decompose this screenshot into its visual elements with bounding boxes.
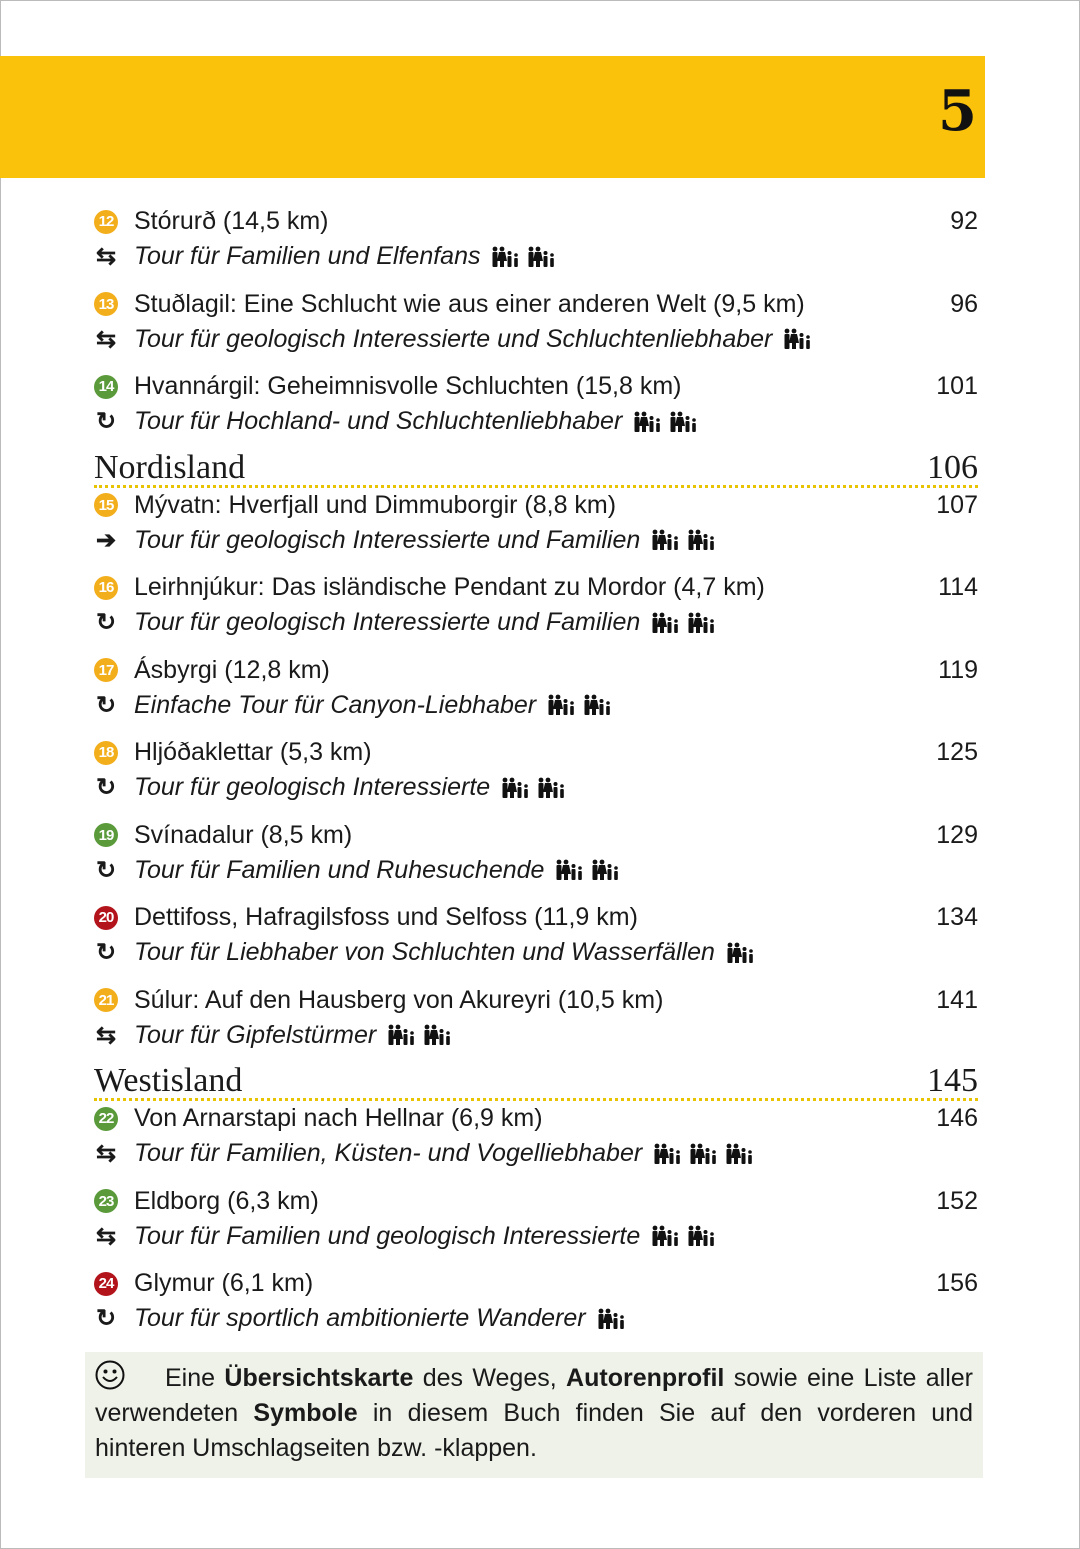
- family-icon: [490, 246, 520, 268]
- tour-number-badge: 15: [94, 493, 118, 517]
- toc-entry[interactable]: [94, 735, 978, 818]
- section-title: Nordisland: [94, 448, 246, 486]
- chapter-header-band: [0, 56, 985, 178]
- family-rating: [650, 529, 716, 551]
- tour-title: Súlur: Auf den Hausberg von Akureyri (10,5 km): [134, 985, 664, 1014]
- note-bold-symbols: Symbole: [253, 1399, 358, 1427]
- there-and-back-route-icon: ⇆: [95, 1140, 117, 1167]
- tour-number-badge: 24: [94, 1272, 118, 1296]
- note-text: Eine: [165, 1364, 225, 1392]
- family-rating: [546, 694, 612, 716]
- tour-description: Tour für Familien und geologisch Interessierte: [134, 1221, 641, 1250]
- page-number: 152: [936, 1186, 978, 1215]
- family-icon: [686, 529, 716, 551]
- tour-title: Hvannárgil: Geheimnisvolle Schluchten (15,8 km): [134, 372, 682, 400]
- toc-entry[interactable]: [94, 204, 978, 287]
- chapter-number: 5: [938, 78, 977, 144]
- loop-route-icon: ↻: [95, 609, 117, 636]
- family-rating: [650, 1225, 716, 1247]
- page-number: 129: [936, 820, 978, 849]
- loop-route-icon: ↻: [95, 408, 117, 435]
- tour-title: Leirhnjúkur: Das isländische Pendant zu Mordor (4,7 km): [134, 573, 765, 601]
- page-number: 114: [938, 573, 978, 601]
- note-bold-author: Autorenprofil: [566, 1364, 725, 1392]
- tour-description: Tour für Familien und Ruhesuchende: [134, 855, 545, 884]
- tour-title: Svínadalur (8,5 km): [134, 820, 353, 849]
- tour-number-badge: 14: [94, 375, 118, 399]
- toc-entry[interactable]: [94, 1184, 978, 1267]
- tour-description: Tour für geologisch Interessierte und Schluchtenliebhaber: [134, 324, 773, 353]
- section-heading: [94, 1062, 978, 1101]
- family-icon: [554, 859, 584, 881]
- family-rating: [490, 246, 556, 268]
- family-rating: [386, 1024, 452, 1046]
- toc-entry[interactable]: [94, 818, 978, 901]
- note-text: des Weges,: [413, 1364, 567, 1392]
- toc-entry[interactable]: [94, 900, 978, 983]
- note-text: sowie eine Liste aller verwendeten: [95, 1364, 974, 1427]
- loop-route-icon: ↻: [95, 1305, 117, 1332]
- family-icon: [688, 1143, 718, 1165]
- page-number: 101: [936, 372, 978, 400]
- tour-title: Stuðlagil: Eine Schlucht wie aus einer anderen Welt (9,5 km): [134, 289, 805, 318]
- page-number: 146: [936, 1104, 978, 1132]
- page-number: 156: [936, 1269, 978, 1297]
- tour-title: Von Arnarstapi nach Hellnar (6,9 km): [134, 1104, 543, 1132]
- family-icon: [632, 411, 662, 433]
- one-way-route-icon: ➔: [95, 526, 117, 554]
- family-icon: [782, 328, 812, 350]
- tour-number-badge: 16: [94, 576, 118, 600]
- family-rating: [782, 328, 812, 350]
- family-icon: [526, 246, 556, 268]
- tour-number-badge: 20: [94, 906, 118, 930]
- family-rating: [596, 1308, 626, 1330]
- family-icon: [668, 411, 698, 433]
- family-icon: [422, 1024, 452, 1046]
- tour-title: Mývatn: Hverfjall und Dimmuborgir (8,8 km): [134, 490, 617, 519]
- family-icon: [650, 612, 680, 634]
- family-icon: [725, 942, 755, 964]
- toc-entry[interactable]: [94, 653, 978, 736]
- tour-description: Tour für sportlich ambitionierte Wanderer: [134, 1304, 586, 1332]
- family-rating: [725, 942, 755, 964]
- tour-title: Ásbyrgi (12,8 km): [134, 655, 330, 684]
- tour-number-badge: 23: [94, 1189, 118, 1213]
- tour-title: Eldborg (6,3 km): [134, 1186, 319, 1215]
- page-number: 107: [936, 490, 978, 519]
- note-bold-map: Übersichtskarte: [224, 1364, 414, 1392]
- family-icon: [596, 1308, 626, 1330]
- toc-entry[interactable]: [94, 1101, 978, 1184]
- toc-entry[interactable]: [94, 488, 978, 571]
- table-of-contents: [94, 204, 978, 1349]
- tour-number-badge: 21: [94, 988, 118, 1012]
- family-icon: [652, 1143, 682, 1165]
- loop-route-icon: ↻: [95, 939, 117, 966]
- tour-title: Glymur (6,1 km): [134, 1269, 314, 1297]
- page-number: 119: [938, 655, 978, 684]
- loop-route-icon: ↻: [95, 774, 117, 801]
- family-icon: [650, 1225, 680, 1247]
- there-and-back-route-icon: ⇆: [95, 1021, 117, 1049]
- tour-number-badge: 18: [94, 741, 118, 765]
- family-icon: [590, 859, 620, 881]
- toc-entry[interactable]: [94, 1266, 978, 1349]
- tour-description: Tour für Gipfelstürmer: [134, 1020, 377, 1049]
- toc-entry[interactable]: [94, 369, 978, 452]
- there-and-back-route-icon: ⇆: [95, 243, 117, 270]
- tour-title: Stórurð (14,5 km): [134, 207, 329, 235]
- page-number: 96: [950, 289, 978, 318]
- family-icon: [686, 612, 716, 634]
- tour-description: Tour für Liebhaber von Schluchten und Wasserfällen: [134, 938, 715, 966]
- family-icon: [386, 1024, 416, 1046]
- tour-number-badge: 13: [94, 292, 118, 316]
- page-number: 125: [936, 738, 978, 766]
- family-rating: [652, 1143, 754, 1165]
- family-rating: [632, 411, 698, 433]
- page-number: 134: [936, 903, 978, 931]
- family-rating: [650, 612, 716, 634]
- loop-route-icon: ↻: [95, 691, 117, 719]
- page-number: 141: [936, 985, 978, 1014]
- family-icon: [536, 777, 566, 799]
- family-icon: [546, 694, 576, 716]
- toc-entry[interactable]: [94, 983, 978, 1066]
- tour-description: Tour für geologisch Interessierte und Familien: [134, 608, 641, 636]
- note-text: in diesem Buch finden Sie auf den vorderen und hinteren Umschlagseiten bzw. -klappen.: [95, 1399, 973, 1462]
- family-icon: [500, 777, 530, 799]
- toc-entry[interactable]: [94, 570, 978, 653]
- tour-description: Tour für geologisch Interessierte: [134, 773, 491, 801]
- family-rating: [500, 777, 566, 799]
- family-icon: [686, 1225, 716, 1247]
- tour-description: Tour für geologisch Interessierte und Familien: [134, 525, 641, 554]
- info-note: [85, 1352, 983, 1478]
- section-title: Westisland: [94, 1062, 243, 1099]
- smiley-icon: [95, 1360, 125, 1390]
- tour-description: Tour für Familien, Küsten- und Vogelliebhaber: [134, 1139, 643, 1167]
- tour-description: Einfache Tour für Canyon-Liebhaber: [134, 690, 537, 719]
- family-rating: [554, 859, 620, 881]
- page-number: 92: [950, 207, 978, 235]
- tour-description: Tour für Familien und Elfenfans: [134, 242, 481, 270]
- family-icon: [582, 694, 612, 716]
- tour-number-badge: 22: [94, 1107, 118, 1131]
- toc-entry[interactable]: [94, 287, 978, 370]
- tour-title: Hljóðaklettar (5,3 km): [134, 738, 372, 766]
- tour-number-badge: 17: [94, 658, 118, 682]
- tour-description: Tour für Hochland- und Schluchtenliebhaber: [134, 407, 623, 435]
- loop-route-icon: ↻: [95, 856, 117, 884]
- family-icon: [724, 1143, 754, 1165]
- family-icon: [650, 529, 680, 551]
- there-and-back-route-icon: ⇆: [95, 325, 117, 353]
- there-and-back-route-icon: ⇆: [95, 1222, 117, 1250]
- tour-number-badge: 12: [94, 210, 118, 234]
- tour-number-badge: 19: [94, 823, 118, 847]
- section-page: 145: [927, 1062, 978, 1099]
- section-page: 106: [927, 448, 978, 486]
- tour-title: Dettifoss, Hafragilsfoss und Selfoss (11,9 km): [134, 903, 638, 931]
- section-heading: [94, 449, 978, 488]
